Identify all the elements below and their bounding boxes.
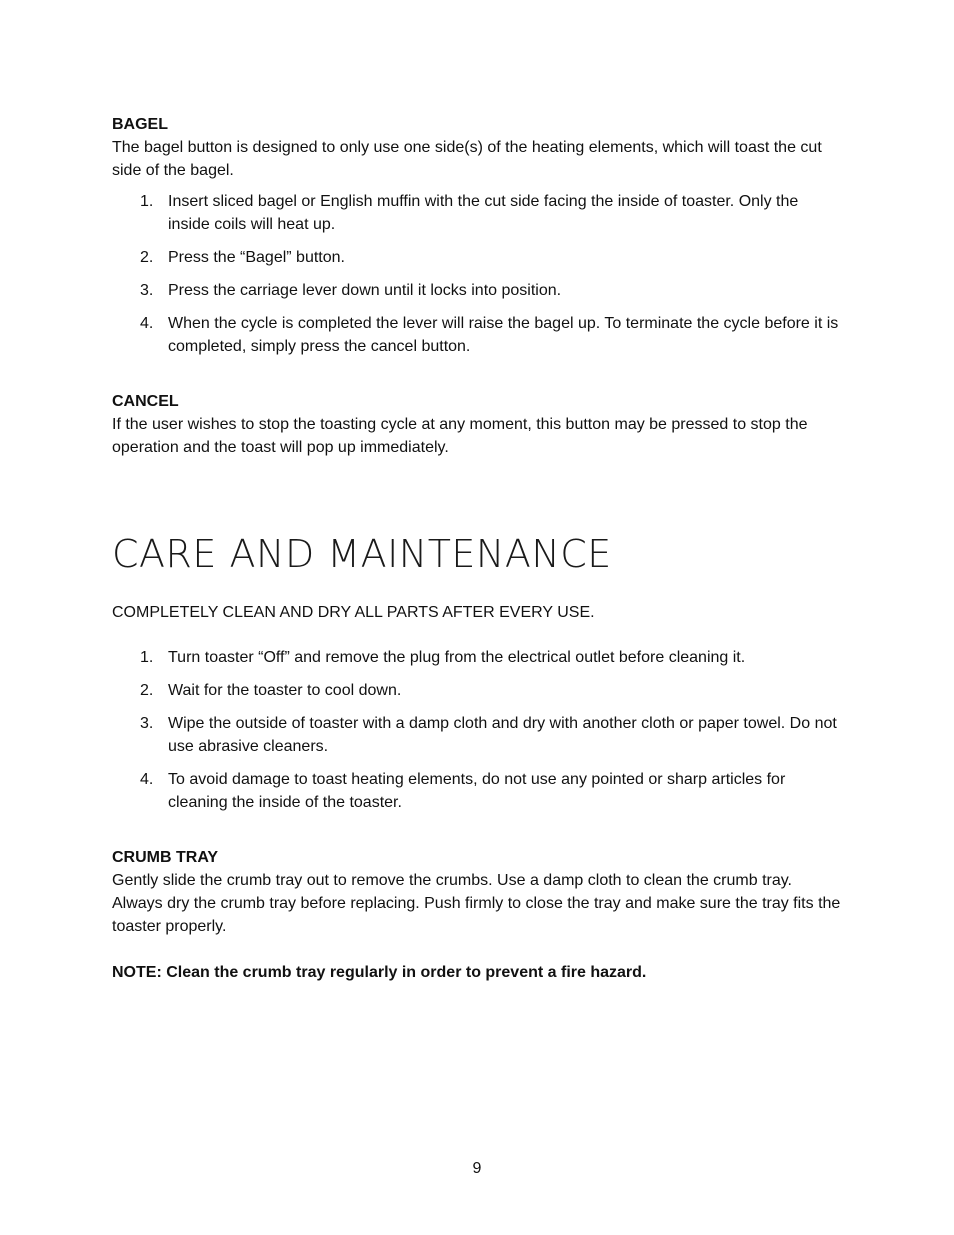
crumb-tray-description: Gently slide the crumb tray out to remove the crumbs. Use a damp cloth to clean the crumb tray. Always dry the crumb tray before replacing. Push firmly to close the tray and make sure the tray fits the toaster properly. bbox=[112, 872, 841, 935]
list-item bbox=[140, 646, 842, 669]
list-item bbox=[140, 712, 842, 758]
page-content bbox=[112, 113, 842, 984]
list-item bbox=[140, 190, 842, 236]
care-instruction: COMPLETELY CLEAN AND DRY ALL PARTS AFTER EVERY USE. bbox=[112, 604, 595, 621]
list-item-text: To avoid damage to toast heating elements, do not use any pointed or sharp articles for cleaning the inside of the toaster. bbox=[168, 771, 786, 811]
list-item-text: When the cycle is completed the lever will raise the bagel up. To terminate the cycle before it is completed, simply press the cancel button. bbox=[168, 315, 839, 355]
crumb-tray-section-label: CRUMB TRAY bbox=[112, 849, 219, 866]
bagel-intro: The bagel button is designed to only use one side(s) of the heating elements, which will toast the cut side of the bagel. bbox=[112, 139, 822, 179]
list-item-text: Wait for the toaster to cool down. bbox=[168, 682, 402, 699]
list-item-number: 3. bbox=[140, 715, 154, 732]
cancel-section-label: CANCEL bbox=[112, 393, 179, 410]
list-item bbox=[140, 312, 842, 358]
fire-hazard-note: NOTE: Clean the crumb tray regularly in order to prevent a fire hazard. bbox=[112, 964, 647, 981]
list-item-number: 3. bbox=[140, 282, 154, 299]
bagel-section-label: BAGEL bbox=[112, 116, 168, 133]
list-item-number: 4. bbox=[140, 771, 154, 788]
list-item bbox=[140, 279, 842, 302]
list-item-text: Turn toaster “Off” and remove the plug from the electrical outlet before cleaning it. bbox=[168, 649, 746, 666]
list-item-text: Press the carriage lever down until it locks into position. bbox=[168, 282, 562, 299]
list-item-number: 1. bbox=[140, 649, 154, 666]
bagel-steps-list bbox=[112, 190, 842, 358]
list-item-text: Press the “Bagel” button. bbox=[168, 249, 345, 266]
cancel-description: If the user wishes to stop the toasting cycle at any moment, this button may be pressed to stop the operation and the toast will pop up immediately. bbox=[112, 416, 808, 456]
care-maintenance-heading: CARE AND MAINTENANCE bbox=[112, 532, 612, 576]
list-item bbox=[140, 679, 842, 702]
list-item bbox=[140, 246, 842, 269]
list-item-number: 2. bbox=[140, 682, 154, 699]
list-item-text: Insert sliced bagel or English muffin with the cut side facing the inside of toaster. Only the inside coils will heat up. bbox=[168, 193, 799, 233]
list-item-text: Wipe the outside of toaster with a damp cloth and dry with another cloth or paper towel. Do not use abrasive cleaners. bbox=[168, 715, 837, 755]
list-item-number: 4. bbox=[140, 315, 154, 332]
care-steps-list bbox=[112, 646, 842, 814]
list-item bbox=[140, 768, 842, 814]
page-number: 9 bbox=[472, 1160, 482, 1177]
list-item-number: 2. bbox=[140, 249, 154, 266]
list-item-number: 1. bbox=[140, 193, 154, 210]
